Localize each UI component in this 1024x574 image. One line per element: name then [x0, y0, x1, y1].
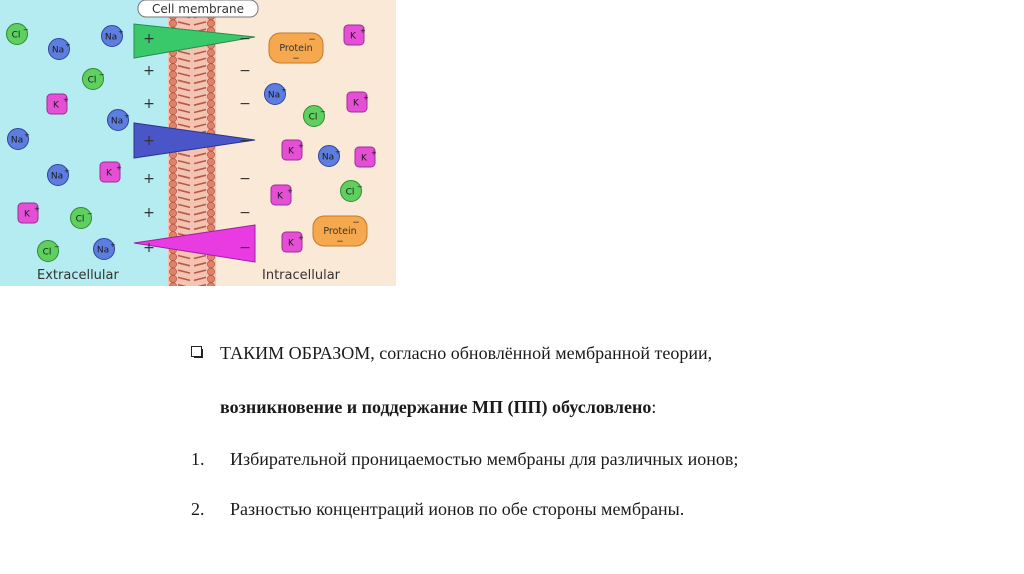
- protein-label: Protein: [279, 43, 313, 54]
- ion-charge: +: [64, 167, 70, 175]
- ion-label: K: [288, 146, 294, 157]
- lipid-head: [207, 78, 214, 85]
- k-ion: [100, 162, 122, 182]
- ion-label: Cl: [42, 247, 52, 258]
- lipid-head: [207, 166, 214, 173]
- ion-charge: +: [124, 112, 130, 120]
- ion-label: Na: [96, 245, 110, 256]
- membrane-diagram: [0, 0, 396, 286]
- ion-label: Cl: [11, 30, 21, 41]
- lipid-head: [169, 261, 176, 268]
- lipid-head: [207, 20, 214, 27]
- list-item-number-2: 2.: [191, 499, 205, 519]
- lipid-head: [169, 100, 176, 107]
- k-ion: [355, 147, 377, 167]
- lipid-head: [169, 107, 176, 114]
- lipid-head: [169, 253, 176, 260]
- ion-label: Na: [267, 90, 281, 101]
- outside-charge: +: [143, 240, 155, 256]
- ion-label: K: [288, 238, 294, 249]
- ion-label: K: [106, 168, 112, 179]
- protein-label: Protein: [323, 226, 357, 237]
- ion-charge: +: [335, 148, 341, 156]
- lipid-head: [207, 56, 214, 63]
- ion-charge: −: [320, 108, 326, 116]
- ion-charge: +: [363, 94, 369, 102]
- ion-label: Cl: [75, 214, 85, 225]
- lipid-head: [207, 210, 214, 217]
- lipid-head: [207, 202, 214, 209]
- ion-label: Cl: [87, 75, 97, 86]
- ion-label: K: [24, 209, 30, 220]
- lipid-head: [207, 268, 214, 275]
- ion-label: Na: [104, 32, 118, 43]
- ion-charge: +: [65, 41, 71, 49]
- protein-charge: −: [308, 35, 316, 45]
- lipid-head: [207, 107, 214, 114]
- ion-charge: +: [298, 234, 304, 242]
- lipid-head: [207, 115, 214, 122]
- lipid-head: [169, 56, 176, 63]
- intracellular-label: Intracellular: [262, 268, 341, 283]
- lipid-head: [207, 195, 214, 202]
- lipid-head: [169, 71, 176, 78]
- lipid-head: [169, 20, 176, 27]
- lipid-head: [207, 71, 214, 78]
- outside-charge: +: [143, 205, 155, 221]
- k-ion: [344, 25, 366, 45]
- outside-charge: +: [143, 63, 155, 79]
- protein: [313, 216, 367, 247]
- ion-charge: +: [281, 86, 287, 94]
- lipid-head: [169, 180, 176, 187]
- conclusion-line-2: [220, 396, 656, 418]
- outside-charge: +: [143, 31, 155, 47]
- ion-label: K: [350, 31, 356, 42]
- lipid-head: [207, 64, 214, 71]
- lipid-head: [207, 86, 214, 93]
- lipid-head: [169, 115, 176, 122]
- outside-charge: +: [143, 133, 155, 149]
- lipid-head: [169, 268, 176, 275]
- inside-charge: −: [239, 96, 251, 112]
- ion-label: K: [353, 98, 359, 109]
- ion-charge: +: [371, 149, 377, 157]
- ion-charge: +: [116, 164, 122, 172]
- ion-charge: −: [54, 243, 60, 251]
- lipid-head: [169, 64, 176, 71]
- protein: [269, 33, 323, 64]
- protein-charge: −: [352, 218, 360, 228]
- ion-label: Cl: [308, 112, 318, 123]
- extracellular-label: Extracellular: [37, 268, 119, 283]
- k-ion: [282, 140, 304, 160]
- ion-label: Cl: [345, 187, 355, 198]
- ion-label: Na: [10, 135, 24, 146]
- list-item-number-1: 1.: [191, 449, 205, 469]
- lipid-head: [207, 151, 214, 158]
- lipid-head: [207, 100, 214, 107]
- ion-charge: −: [23, 26, 29, 34]
- lipid-head: [207, 275, 214, 282]
- ion-charge: +: [34, 205, 40, 213]
- inside-charge: −: [239, 63, 251, 79]
- lipid-head: [207, 224, 214, 231]
- ion-charge: −: [357, 183, 363, 191]
- conclusion-line-1: ТАКИМ ОБРАЗОМ, согласно обновлённой мембранной теории,: [220, 343, 713, 363]
- lipid-head: [207, 188, 214, 195]
- list-item-text-1: Избирательной проницаемостью мембраны для различных ионов;: [230, 449, 739, 469]
- lipid-head: [207, 93, 214, 100]
- lipid-head: [169, 195, 176, 202]
- lipid-head: [169, 159, 176, 166]
- protein-charge: −: [336, 237, 344, 247]
- lipid-head: [169, 166, 176, 173]
- ion-charge: +: [118, 28, 124, 36]
- inside-charge: −: [239, 240, 251, 256]
- k-ion: [271, 185, 293, 205]
- ion-charge: +: [287, 187, 293, 195]
- lipid-head: [207, 180, 214, 187]
- lipid-head: [169, 173, 176, 180]
- conclusion-line-2-bold: возникновение и поддержание МП (ПП) обусловлено: [220, 397, 652, 417]
- inside-charge: −: [239, 31, 251, 47]
- ion-charge: +: [298, 142, 304, 150]
- lipid-head: [207, 261, 214, 268]
- lipid-head: [207, 217, 214, 224]
- conclusion-line-2-tail: :: [651, 397, 657, 417]
- lipid-head: [169, 210, 176, 217]
- ion-charge: +: [110, 241, 116, 249]
- lipid-head: [207, 173, 214, 180]
- protein-charge: −: [292, 54, 300, 64]
- lipid-head: [169, 188, 176, 195]
- inside-charge: −: [239, 205, 251, 221]
- k-ion: [18, 203, 40, 223]
- list-item-text-2: Разностью концентраций ионов по обе стороны мембраны.: [230, 499, 685, 519]
- k-ion: [347, 92, 369, 112]
- ion-label: Na: [51, 45, 65, 56]
- ion-label: K: [277, 191, 283, 202]
- k-ion: [47, 94, 69, 114]
- ion-label: K: [361, 153, 367, 164]
- lipid-head: [207, 159, 214, 166]
- ion-label: Na: [110, 116, 124, 127]
- lipid-head: [169, 78, 176, 85]
- inside-charge: −: [239, 133, 251, 149]
- ion-label: Na: [50, 171, 64, 182]
- outside-charge: +: [143, 171, 155, 187]
- lipid-head: [169, 217, 176, 224]
- ion-label: K: [53, 100, 59, 111]
- k-ion: [282, 232, 304, 252]
- lipid-head: [207, 122, 214, 129]
- ion-charge: +: [63, 96, 69, 104]
- lipid-head: [169, 224, 176, 231]
- lipid-head: [169, 86, 176, 93]
- inside-charge: −: [239, 171, 251, 187]
- ion-charge: −: [99, 71, 105, 79]
- ion-label: Na: [321, 152, 335, 163]
- checkbox-bullet-icon: [191, 346, 202, 357]
- lipid-head: [207, 49, 214, 56]
- ion-charge: +: [360, 27, 366, 35]
- outside-charge: +: [143, 96, 155, 112]
- ion-charge: +: [24, 131, 30, 139]
- lipid-head: [169, 93, 176, 100]
- lipid-head: [169, 202, 176, 209]
- lipid-head: [169, 275, 176, 282]
- cell-membrane-label: Cell membrane: [152, 2, 244, 16]
- ion-charge: −: [87, 210, 93, 218]
